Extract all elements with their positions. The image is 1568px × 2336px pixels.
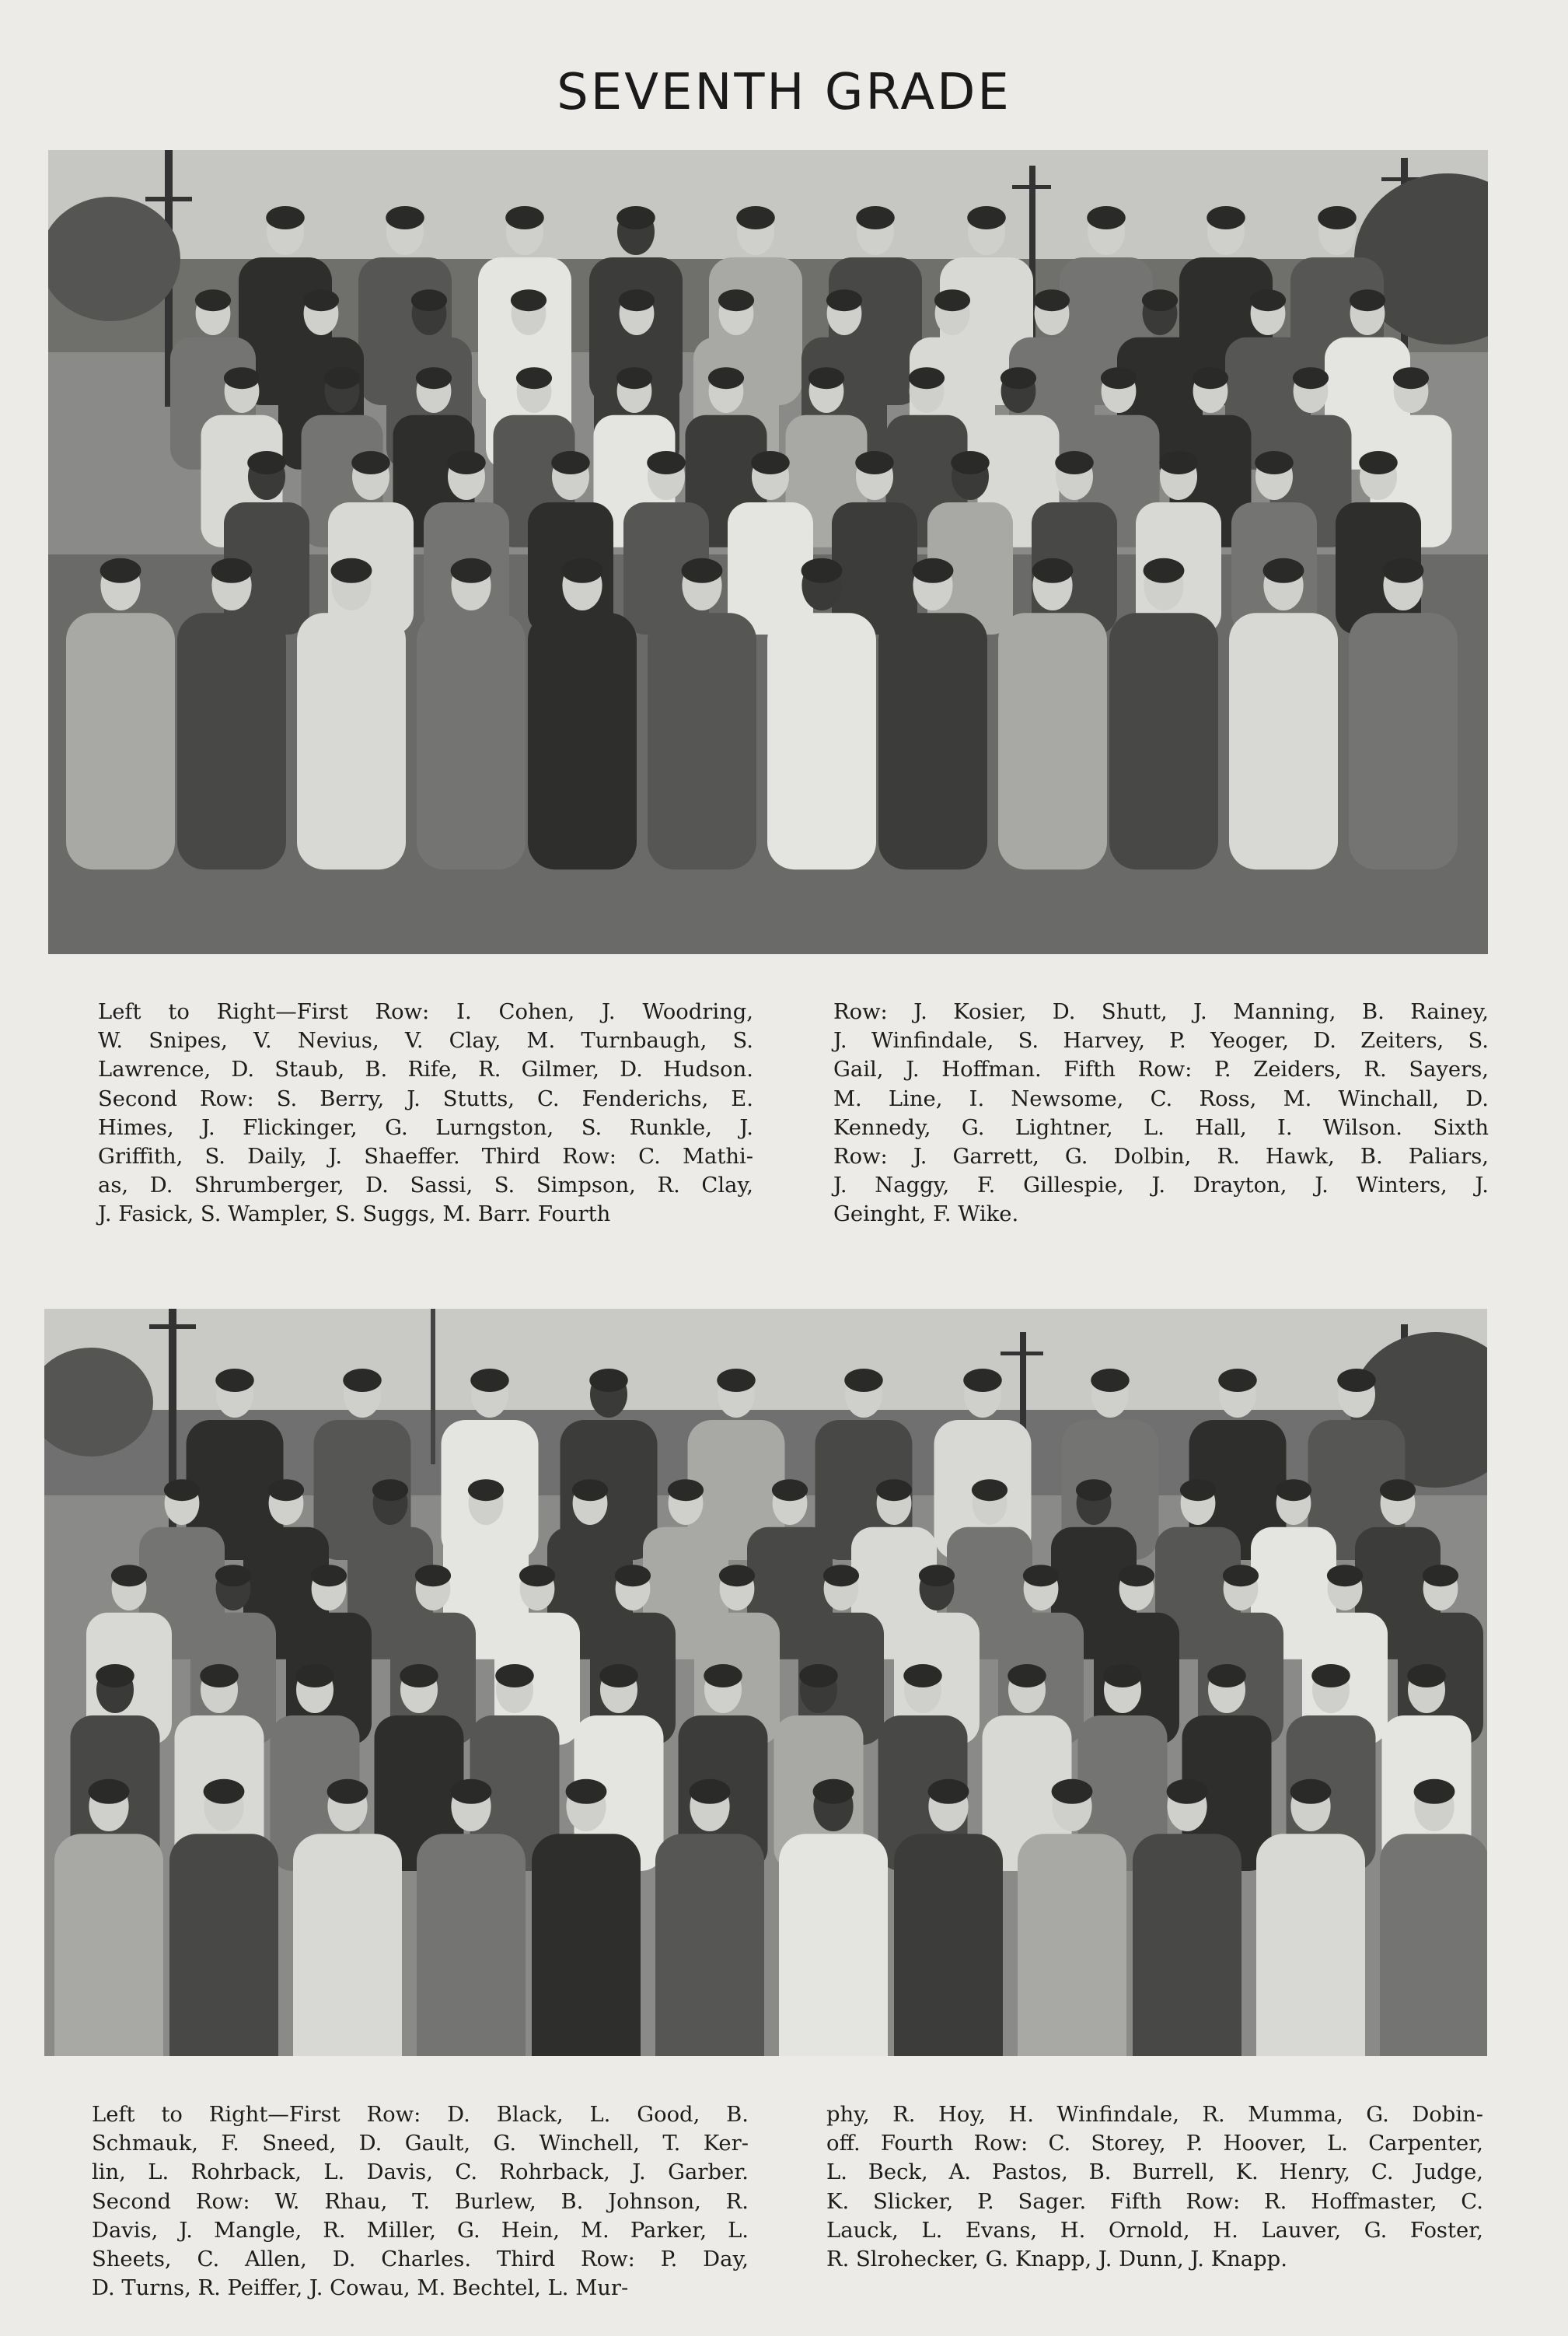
caption-line: Second Row: W. Rhau, T. Burlew, B. Johnson, R. bbox=[92, 2189, 749, 2214]
caption-line: Griffith, S. Daily, J. Shaeffer. Third Row: C. Mathi- bbox=[98, 1145, 753, 1170]
caption-line: Second Row: S. Berry, J. Stutts, C. Fenderichs, E. bbox=[98, 1086, 753, 1111]
caption-line: Schmauk, F. Sneed, D. Gault, G. Winchell, T. Ker- bbox=[92, 2131, 749, 2156]
caption-line: Row: J. Kosier, D. Shutt, J. Manning, B. Rainey, bbox=[833, 1000, 1489, 1024]
page-title: SEVENTH GRADE bbox=[557, 64, 1011, 121]
caption-line: Sheets, C. Allen, D. Charles. Third Row: P. Day, bbox=[92, 2247, 749, 2272]
class-photo-top-image bbox=[48, 150, 1488, 954]
caption-line: L. Beck, A. Pastos, B. Burrell, K. Henry, C. Judge, bbox=[826, 2160, 1483, 2185]
caption-line: Row: J. Garrett, G. Dolbin, R. Hawk, B. Paliars, bbox=[833, 1145, 1489, 1170]
caption-line: K. Slicker, P. Sager. Fifth Row: R. Hoffmaster, C. bbox=[826, 2189, 1483, 2214]
caption-line: as, D. Shrumberger, D. Sassi, S. Simpson, R. Clay, bbox=[98, 1173, 753, 1198]
caption-line: off. Fourth Row: C. Storey, P. Hoover, L. Carpenter, bbox=[826, 2131, 1483, 2156]
caption-line: M. Line, I. Newsome, C. Ross, M. Winchall, D. bbox=[833, 1086, 1489, 1111]
caption-line: Lauck, L. Evans, H. Ornold, H. Lauver, G. Foster, bbox=[826, 2218, 1483, 2243]
caption-line: R. Slrohecker, G. Knapp, J. Dunn, J. Knapp. bbox=[826, 2247, 1287, 2272]
caption-line: Himes, J. Flickinger, G. Lurngston, S. Runkle, J. bbox=[98, 1115, 753, 1140]
caption-line: phy, R. Hoy, H. Winfindale, R. Mumma, G. Dobin- bbox=[826, 2103, 1483, 2127]
caption-line: D. Turns, R. Peiffer, J. Cowau, M. Bechtel, L. Mur- bbox=[92, 2276, 629, 2301]
caption-line: Gail, J. Hoffman. Fifth Row: P. Zeiders, R. Sayers, bbox=[833, 1058, 1489, 1082]
caption-line: J. Naggy, F. Gillespie, J. Drayton, J. Winters, J. bbox=[833, 1173, 1489, 1198]
class-photo-top bbox=[48, 150, 1488, 954]
caption-line: Davis, J. Mangle, R. Miller, G. Hein, M. Parker, L. bbox=[92, 2218, 749, 2243]
caption-line: Left to Right—First Row: I. Cohen, J. Woodring, bbox=[98, 1000, 753, 1024]
caption-line: Kennedy, G. Lightner, L. Hall, I. Wilson. Sixth bbox=[833, 1115, 1489, 1140]
caption-top-left bbox=[98, 998, 753, 1229]
caption-line: Geinght, F. Wike. bbox=[833, 1202, 1019, 1227]
caption-bottom-right bbox=[826, 2100, 1483, 2274]
caption-top-right bbox=[833, 998, 1489, 1229]
caption-line: W. Snipes, V. Nevius, V. Clay, M. Turnbaugh, S. bbox=[98, 1029, 753, 1054]
caption-line: Lawrence, D. Staub, B. Rife, R. Gilmer, D. Hudson. bbox=[98, 1058, 753, 1082]
class-photo-bottom-image bbox=[44, 1309, 1487, 2056]
caption-line: Left to Right—First Row: D. Black, L. Good, B. bbox=[92, 2103, 749, 2127]
class-photo-bottom bbox=[44, 1309, 1487, 2056]
caption-line: J. Fasick, S. Wampler, S. Suggs, M. Barr. Fourth bbox=[98, 1202, 611, 1227]
caption-line: lin, L. Rohrback, L. Davis, C. Rohrback, J. Garber. bbox=[92, 2160, 749, 2185]
caption-line: J. Winfindale, S. Harvey, P. Yeoger, D. Zeiters, S. bbox=[833, 1029, 1489, 1054]
caption-bottom-left bbox=[92, 2100, 749, 2303]
